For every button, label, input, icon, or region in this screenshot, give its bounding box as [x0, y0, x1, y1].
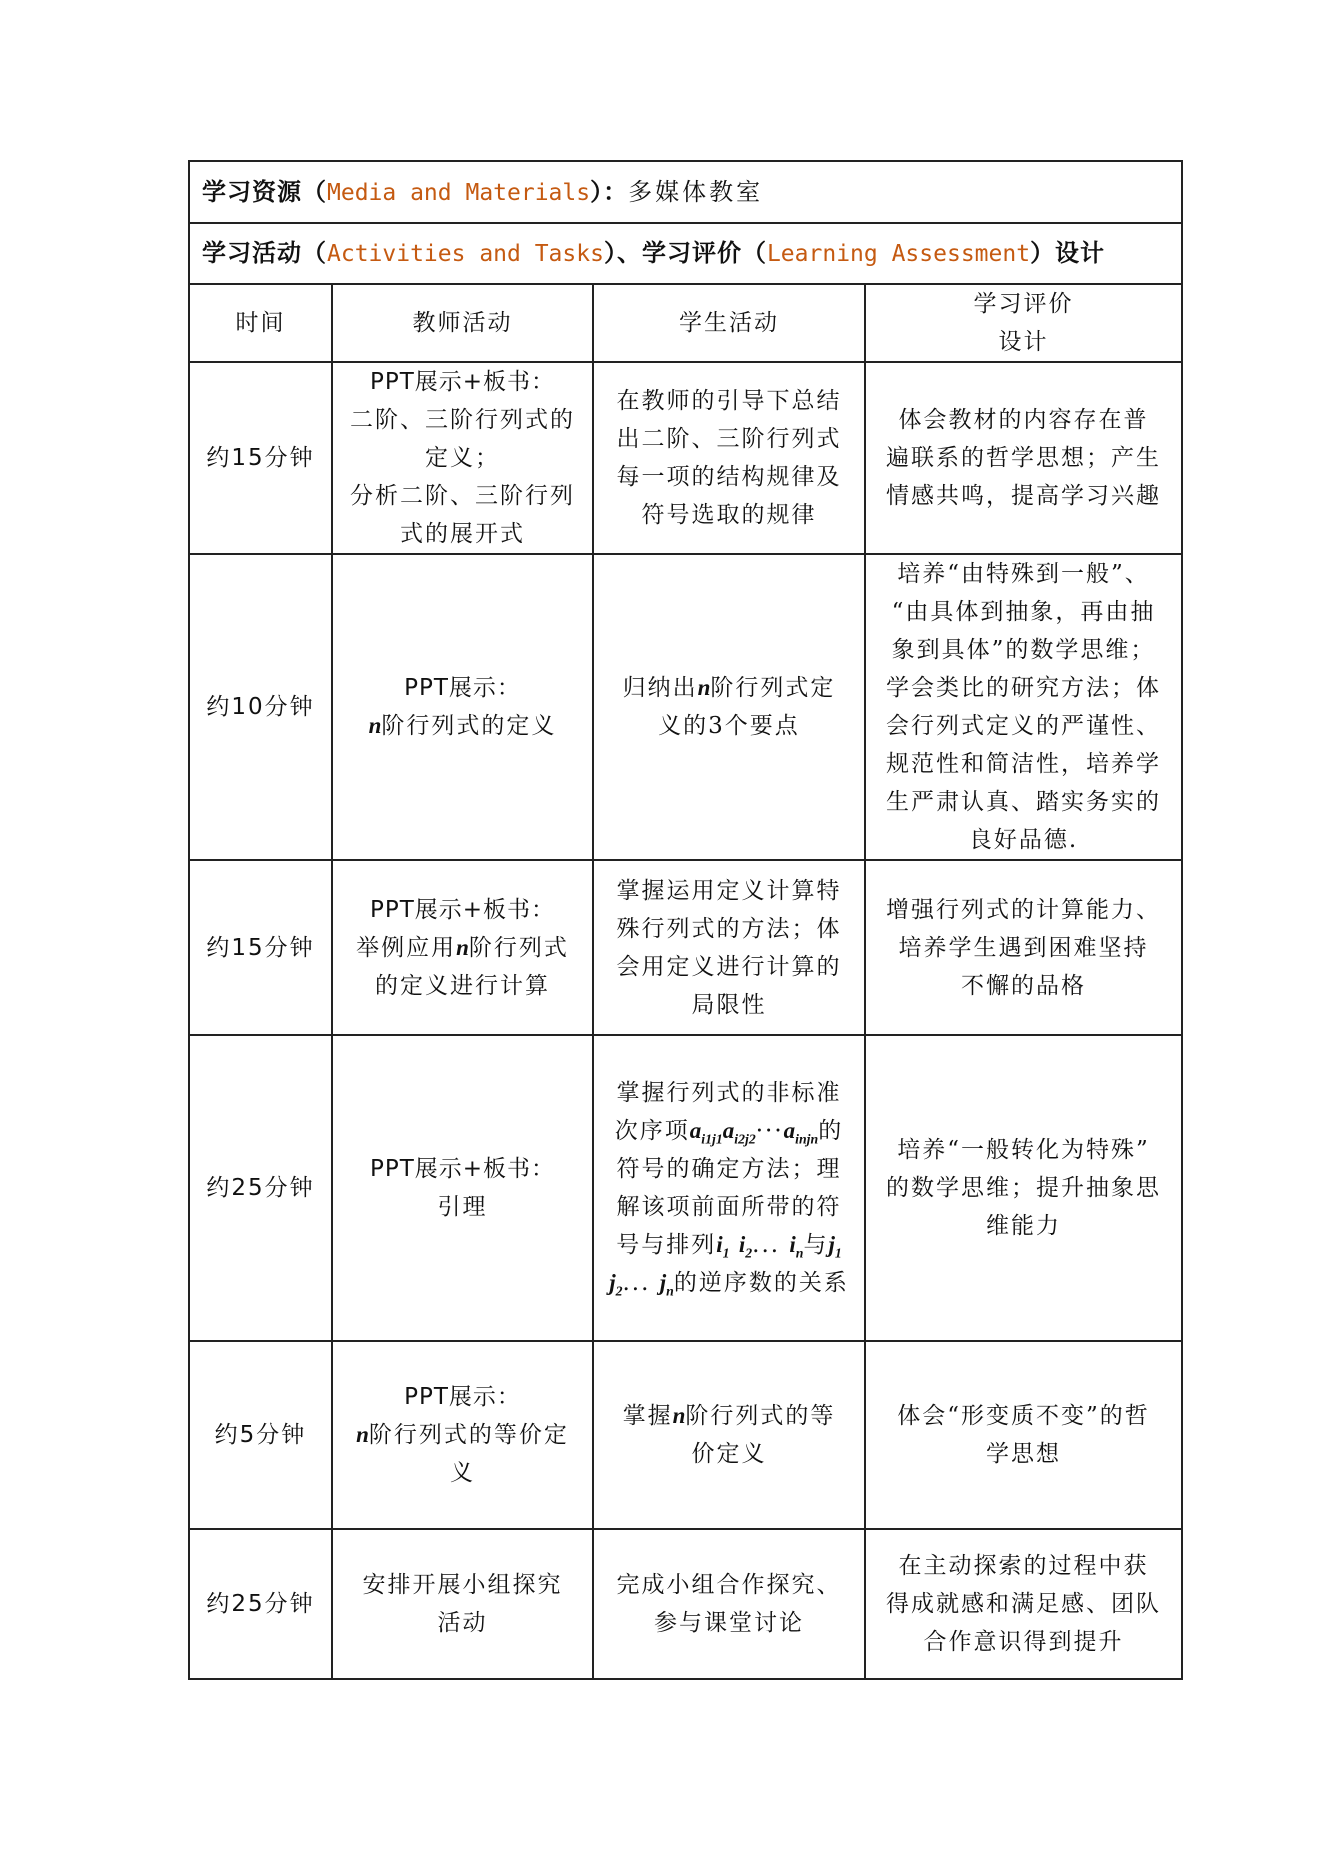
assessment-line: 培养学生遇到困难坚持	[898, 934, 1149, 961]
teacher-line	[341, 707, 584, 745]
media-value: 多媒体教室	[628, 177, 764, 206]
media-label: 学习资源（	[202, 177, 327, 206]
student-line: 掌握运用定义计算特	[616, 877, 842, 904]
student-text: 号与排列	[616, 1232, 717, 1258]
table-row	[189, 1035, 1182, 1341]
student-text: 的逆序数的关系	[673, 1270, 849, 1296]
teacher-line	[341, 929, 584, 967]
n-variable: n	[697, 675, 711, 700]
teacher-cell	[332, 1529, 593, 1679]
assessment-line: 情感共鸣，提高学习兴趣	[886, 483, 1162, 509]
student-cell	[593, 1035, 865, 1341]
student-line	[602, 1397, 856, 1435]
assessment-line: 的数学思维；提升抽象思	[886, 1175, 1162, 1201]
teacher-cell	[332, 1341, 593, 1529]
time-cell: 约15分钟	[189, 860, 332, 1035]
student-line: 符号的确定方法；理	[616, 1156, 842, 1182]
teacher-text: 举例应用	[356, 934, 457, 961]
assessment-line: 生严肃认真、踏实务实的	[886, 789, 1162, 815]
perm-i2: i	[738, 1232, 746, 1257]
activities-suffix: ）设计	[1030, 239, 1106, 267]
time-cell: 约10分钟	[189, 554, 332, 860]
teacher-text: 阶行列式	[468, 934, 569, 961]
perm-j1: j	[828, 1232, 835, 1257]
teacher-text: 阶行列式的等价定	[368, 1422, 569, 1448]
assessment-cell	[865, 362, 1182, 554]
student-text: 归纳出	[622, 675, 698, 701]
student-line: 价定义	[691, 1441, 767, 1467]
student-line: 完成小组合作探究、	[616, 1572, 842, 1598]
col-header-assessment-line1: 学习评价	[973, 291, 1074, 317]
teacher-line: PPT展示：	[404, 1384, 521, 1410]
teacher-line: 二阶、三阶行列式的	[350, 407, 575, 433]
assessment-line: 会行列式定义的严谨性、	[886, 713, 1162, 739]
assessment-line: 维能力	[986, 1213, 1062, 1239]
term-dots: ···	[755, 1118, 784, 1144]
student-line	[602, 669, 856, 707]
activities-row	[189, 223, 1182, 284]
term-a3: a	[783, 1118, 796, 1143]
student-line: 殊行列式的方法；体	[616, 915, 842, 942]
teacher-line: PPT展示+板书：	[369, 896, 556, 923]
teacher-line	[341, 1416, 584, 1454]
student-line: 每一项的结构规律及	[616, 464, 842, 490]
assessment-cell	[865, 860, 1182, 1035]
perm-j1-sub: 1	[834, 1245, 842, 1261]
student-cell	[593, 860, 865, 1035]
assessment-line: 学会类比的研究方法；体	[886, 675, 1162, 701]
teacher-cell	[332, 362, 593, 554]
assessment-cell	[865, 554, 1182, 860]
assessment-cell	[865, 1341, 1182, 1529]
activities-cell	[189, 223, 1182, 284]
table-row	[189, 362, 1182, 554]
student-line: 解该项前面所带的符	[616, 1194, 842, 1220]
teacher-cell	[332, 1035, 593, 1341]
student-cell	[593, 1529, 865, 1679]
perm-j2-sub: 2	[615, 1283, 623, 1299]
col-header-assessment-line2: 设计	[998, 329, 1049, 355]
assessment-line: 不懈的品格	[961, 972, 1087, 999]
media-en-label: Media and Materials	[327, 179, 591, 206]
student-cell	[593, 1341, 865, 1529]
perm-dots: ...	[622, 1270, 651, 1296]
teacher-line: 义	[450, 1460, 475, 1486]
student-cell	[593, 554, 865, 860]
assessment-line: 规范性和简洁性，培养学	[886, 751, 1162, 777]
perm-jn-sub: n	[666, 1283, 674, 1299]
teacher-line: 引理	[437, 1194, 488, 1220]
activities-label: 学习活动（	[202, 239, 327, 267]
n-variable: n	[672, 1403, 686, 1428]
table-row	[189, 554, 1182, 860]
time-cell: 约25分钟	[189, 1035, 332, 1341]
teacher-line: 式的展开式	[400, 521, 525, 547]
student-line: 出二阶、三阶行列式	[616, 426, 842, 452]
perm-in: i	[789, 1232, 796, 1257]
teacher-text: 阶行列式的定义	[381, 713, 557, 739]
student-line: 符号选取的规律	[641, 502, 817, 528]
assessment-line: 得成就感和满足感、团队	[886, 1591, 1162, 1617]
assessment-line: 象到具体”的数学思维；	[891, 637, 1156, 663]
n-variable: n	[356, 1422, 369, 1447]
perm-i2-sub: 2	[745, 1245, 753, 1261]
student-line: 会用定义进行计算的	[616, 953, 842, 980]
col-header-time: 时间	[189, 284, 332, 362]
teacher-line: PPT展示+板书：	[369, 369, 556, 395]
assessment-line: 体会“形变质不变”的哲	[897, 1403, 1150, 1429]
media-row	[189, 161, 1182, 223]
perm-j2: j	[609, 1270, 616, 1295]
assessment-line: 增强行列式的计算能力、	[886, 896, 1162, 923]
assessment-cell	[865, 1529, 1182, 1679]
teacher-line: PPT展示+板书：	[369, 1156, 556, 1182]
student-text: 与	[803, 1232, 829, 1258]
assessment-line: “由具体到抽象，再由抽	[891, 599, 1156, 625]
teacher-cell	[332, 860, 593, 1035]
term-sub2: i2j2	[734, 1131, 756, 1147]
assessment-line: 培养“一般转化为特殊”	[897, 1137, 1150, 1163]
activities-en-label: Activities and Tasks	[327, 241, 604, 267]
term-sub3: injn	[795, 1131, 819, 1147]
media-suffix: ）：	[590, 177, 629, 206]
teacher-line: 活动	[437, 1610, 488, 1636]
activities-mid: ）、学习评价（	[603, 239, 767, 267]
student-line: 在教师的引导下总结	[616, 388, 842, 414]
student-text: 掌握	[622, 1403, 673, 1429]
term-a1: a	[689, 1118, 702, 1143]
student-line: 掌握行列式的非标准	[616, 1080, 842, 1106]
assessment-line: 学思想	[986, 1441, 1062, 1467]
student-line	[602, 1112, 856, 1150]
student-line	[602, 1226, 856, 1264]
student-line: 参与课堂讨论	[654, 1610, 804, 1636]
student-text: 阶行列式定	[710, 675, 836, 701]
assessment-line: 良好品德.	[968, 827, 1079, 853]
n-variable: n	[456, 934, 469, 960]
table-row	[189, 860, 1182, 1035]
assessment-line: 在主动探索的过程中获	[898, 1553, 1149, 1579]
perm-dots: ...	[752, 1232, 781, 1258]
perm-in-sub: n	[795, 1245, 804, 1261]
column-header-row	[189, 284, 1182, 362]
student-line	[602, 1264, 856, 1302]
term-a2: a	[722, 1118, 735, 1143]
student-text: 次序项	[614, 1118, 690, 1144]
assessment-line: 培养“由特殊到一般”、	[897, 561, 1150, 587]
teacher-line: 定义；	[425, 445, 500, 471]
student-cell	[593, 362, 865, 554]
lesson-plan-table	[188, 160, 1183, 1680]
perm-i1-sub: 1	[722, 1245, 730, 1261]
col-header-assessment	[865, 284, 1182, 362]
col-header-student: 学生活动	[593, 284, 865, 362]
student-line: 义的3个要点	[658, 713, 800, 739]
assessment-cell	[865, 1035, 1182, 1341]
time-cell: 约15分钟	[189, 362, 332, 554]
student-line: 局限性	[691, 991, 767, 1018]
perm-i1: i	[716, 1232, 723, 1257]
assessment-line: 合作意识得到提升	[923, 1629, 1124, 1655]
time-cell: 约5分钟	[189, 1341, 332, 1529]
student-text: 的	[818, 1118, 844, 1144]
assessment-en-label: Learning Assessment	[766, 241, 1031, 267]
student-text: 阶行列式的等	[685, 1403, 836, 1429]
teacher-line: 分析二阶、三阶行列	[350, 483, 575, 509]
media-cell	[189, 161, 1182, 223]
perm-jn: j	[659, 1270, 667, 1295]
time-cell: 约25分钟	[189, 1529, 332, 1679]
teacher-line: 的定义进行计算	[375, 972, 550, 999]
teacher-line: 安排开展小组探究	[362, 1572, 563, 1598]
table-row	[189, 1341, 1182, 1529]
teacher-line: PPT展示：	[404, 675, 521, 701]
teacher-cell	[332, 554, 593, 860]
n-variable: n	[368, 713, 382, 738]
table-row	[189, 1529, 1182, 1679]
col-header-teacher: 教师活动	[332, 284, 593, 362]
term-sub1: i1j1	[701, 1131, 723, 1147]
assessment-line: 遍联系的哲学思想；产生	[886, 445, 1162, 471]
assessment-line: 体会教材的内容存在普	[898, 407, 1149, 433]
